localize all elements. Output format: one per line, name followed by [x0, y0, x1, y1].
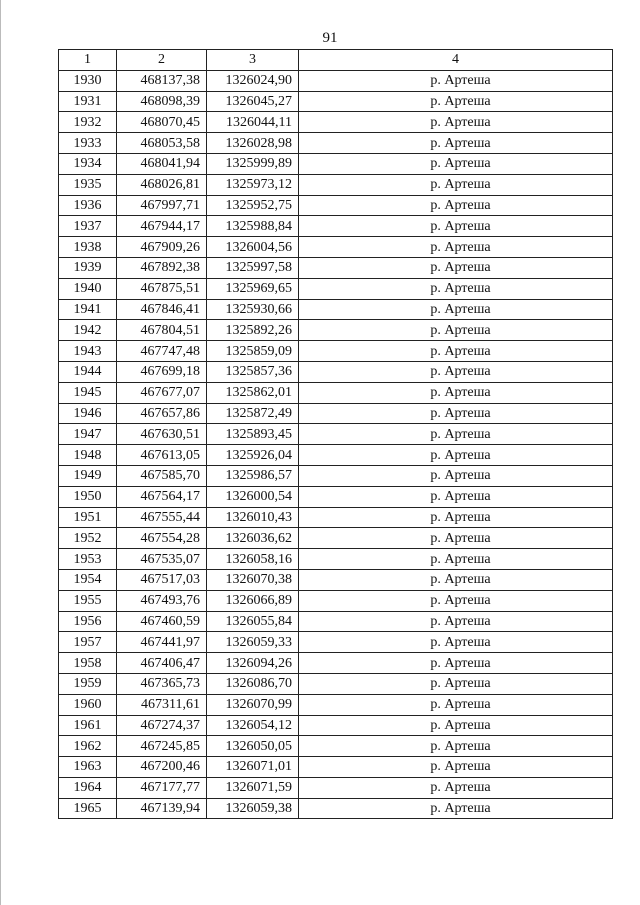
x-coordinate-cell: 467657,86 [117, 403, 207, 424]
table-row [59, 465, 613, 486]
location-cell: р. Артеша [299, 549, 613, 570]
y-coordinate-cell: 1325857,36 [207, 361, 299, 382]
table-row [59, 777, 613, 798]
point-number-cell: 1948 [59, 445, 117, 466]
table-row [59, 216, 613, 237]
x-coordinate-cell: 468098,39 [117, 91, 207, 112]
table-row [59, 549, 613, 570]
x-coordinate-cell: 467555,44 [117, 507, 207, 528]
point-number-cell: 1960 [59, 694, 117, 715]
y-coordinate-cell: 1326050,05 [207, 736, 299, 757]
location-cell: р. Артеша [299, 694, 613, 715]
y-coordinate-cell: 1326054,12 [207, 715, 299, 736]
location-cell: р. Артеша [299, 757, 613, 778]
y-coordinate-cell: 1326070,38 [207, 569, 299, 590]
location-cell: р. Артеша [299, 153, 613, 174]
y-coordinate-cell: 1325926,04 [207, 445, 299, 466]
location-cell: р. Артеша [299, 70, 613, 91]
x-coordinate-cell: 467406,47 [117, 653, 207, 674]
point-number-cell: 1945 [59, 382, 117, 403]
y-coordinate-cell: 1325986,57 [207, 465, 299, 486]
y-coordinate-cell: 1326010,43 [207, 507, 299, 528]
x-coordinate-cell: 467613,05 [117, 445, 207, 466]
location-cell: р. Артеша [299, 445, 613, 466]
y-coordinate-cell: 1326036,62 [207, 528, 299, 549]
location-cell: р. Артеша [299, 112, 613, 133]
location-cell: р. Артеша [299, 320, 613, 341]
location-cell: р. Артеша [299, 424, 613, 445]
y-coordinate-cell: 1325893,45 [207, 424, 299, 445]
table-row [59, 299, 613, 320]
x-coordinate-cell: 467493,76 [117, 590, 207, 611]
location-cell: р. Артеша [299, 590, 613, 611]
y-coordinate-cell: 1325973,12 [207, 174, 299, 195]
table-row [59, 757, 613, 778]
x-coordinate-cell: 467944,17 [117, 216, 207, 237]
x-coordinate-cell: 467245,85 [117, 736, 207, 757]
table-row [59, 528, 613, 549]
x-coordinate-cell: 467846,41 [117, 299, 207, 320]
table-row [59, 403, 613, 424]
x-coordinate-cell: 467441,97 [117, 632, 207, 653]
table-row [59, 486, 613, 507]
x-coordinate-cell: 467200,46 [117, 757, 207, 778]
y-coordinate-cell: 1326000,54 [207, 486, 299, 507]
point-number-cell: 1959 [59, 673, 117, 694]
x-coordinate-cell: 467677,07 [117, 382, 207, 403]
y-coordinate-cell: 1326028,98 [207, 133, 299, 154]
location-cell: р. Артеша [299, 798, 613, 819]
table-row [59, 673, 613, 694]
x-coordinate-cell: 467804,51 [117, 320, 207, 341]
x-coordinate-cell: 467699,18 [117, 361, 207, 382]
x-coordinate-cell: 467564,17 [117, 486, 207, 507]
location-cell: р. Артеша [299, 465, 613, 486]
x-coordinate-cell: 467517,03 [117, 569, 207, 590]
table-row [59, 382, 613, 403]
point-number-cell: 1954 [59, 569, 117, 590]
y-coordinate-cell: 1326055,84 [207, 611, 299, 632]
table-row [59, 798, 613, 819]
location-cell: р. Артеша [299, 777, 613, 798]
point-number-cell: 1941 [59, 299, 117, 320]
y-coordinate-cell: 1325952,75 [207, 195, 299, 216]
x-coordinate-cell: 467892,38 [117, 257, 207, 278]
y-coordinate-cell: 1326004,56 [207, 237, 299, 258]
point-number-cell: 1955 [59, 590, 117, 611]
point-number-cell: 1934 [59, 153, 117, 174]
point-number-cell: 1938 [59, 237, 117, 258]
y-coordinate-cell: 1325892,26 [207, 320, 299, 341]
point-number-cell: 1949 [59, 465, 117, 486]
y-coordinate-cell: 1326059,38 [207, 798, 299, 819]
table-row [59, 70, 613, 91]
x-coordinate-cell: 468041,94 [117, 153, 207, 174]
y-coordinate-cell: 1325999,89 [207, 153, 299, 174]
y-coordinate-cell: 1325872,49 [207, 403, 299, 424]
y-coordinate-cell: 1326058,16 [207, 549, 299, 570]
point-number-cell: 1956 [59, 611, 117, 632]
location-cell: р. Артеша [299, 257, 613, 278]
table-body [59, 70, 613, 819]
point-number-cell: 1930 [59, 70, 117, 91]
point-number-cell: 1958 [59, 653, 117, 674]
location-cell: р. Артеша [299, 361, 613, 382]
x-coordinate-cell: 467311,61 [117, 694, 207, 715]
point-number-cell: 1937 [59, 216, 117, 237]
y-coordinate-cell: 1326045,27 [207, 91, 299, 112]
table-row [59, 195, 613, 216]
table-row [59, 694, 613, 715]
point-number-cell: 1953 [59, 549, 117, 570]
x-coordinate-cell: 468070,45 [117, 112, 207, 133]
table-row [59, 445, 613, 466]
x-coordinate-cell: 467365,73 [117, 673, 207, 694]
table-row [59, 112, 613, 133]
point-number-cell: 1951 [59, 507, 117, 528]
point-number-cell: 1944 [59, 361, 117, 382]
table-header-row [59, 50, 613, 71]
location-cell: р. Артеша [299, 195, 613, 216]
location-cell: р. Артеша [299, 174, 613, 195]
point-number-cell: 1950 [59, 486, 117, 507]
page-edge-line [0, 0, 5, 905]
point-number-cell: 1932 [59, 112, 117, 133]
table-row [59, 91, 613, 112]
point-number-cell: 1940 [59, 278, 117, 299]
x-coordinate-cell: 467460,59 [117, 611, 207, 632]
table-row [59, 715, 613, 736]
point-number-cell: 1939 [59, 257, 117, 278]
table-row [59, 278, 613, 299]
location-cell: р. Артеша [299, 632, 613, 653]
y-coordinate-cell: 1325859,09 [207, 341, 299, 362]
x-coordinate-cell: 467630,51 [117, 424, 207, 445]
point-number-cell: 1961 [59, 715, 117, 736]
x-coordinate-cell: 467997,71 [117, 195, 207, 216]
table-row [59, 590, 613, 611]
x-coordinate-cell: 468026,81 [117, 174, 207, 195]
location-cell: р. Артеша [299, 216, 613, 237]
point-number-cell: 1942 [59, 320, 117, 341]
x-coordinate-cell: 467274,37 [117, 715, 207, 736]
x-coordinate-cell: 467875,51 [117, 278, 207, 299]
location-cell: р. Артеша [299, 486, 613, 507]
table-row [59, 361, 613, 382]
page-number: 91 [322, 30, 338, 46]
x-coordinate-cell: 467747,48 [117, 341, 207, 362]
location-cell: р. Артеша [299, 715, 613, 736]
table-row [59, 611, 613, 632]
x-coordinate-cell: 467139,94 [117, 798, 207, 819]
location-cell: р. Артеша [299, 278, 613, 299]
coordinates-table [58, 49, 613, 819]
point-number-cell: 1946 [59, 403, 117, 424]
point-number-cell: 1965 [59, 798, 117, 819]
y-coordinate-cell: 1326086,70 [207, 673, 299, 694]
table-row [59, 320, 613, 341]
location-cell: р. Артеша [299, 341, 613, 362]
point-number-cell: 1947 [59, 424, 117, 445]
location-cell: р. Артеша [299, 736, 613, 757]
point-number-cell: 1933 [59, 133, 117, 154]
location-cell: р. Артеша [299, 91, 613, 112]
table-row [59, 153, 613, 174]
location-cell: р. Артеша [299, 133, 613, 154]
location-cell: р. Артеша [299, 299, 613, 320]
y-coordinate-cell: 1326044,11 [207, 112, 299, 133]
table-row [59, 632, 613, 653]
point-number-cell: 1943 [59, 341, 117, 362]
x-coordinate-cell: 467585,70 [117, 465, 207, 486]
x-coordinate-cell: 467177,77 [117, 777, 207, 798]
x-coordinate-cell: 467554,28 [117, 528, 207, 549]
point-number-cell: 1936 [59, 195, 117, 216]
y-coordinate-cell: 1326071,59 [207, 777, 299, 798]
y-coordinate-cell: 1326059,33 [207, 632, 299, 653]
location-cell: р. Артеша [299, 528, 613, 549]
point-number-cell: 1935 [59, 174, 117, 195]
table-row [59, 424, 613, 445]
table-row [59, 133, 613, 154]
table-row [59, 569, 613, 590]
point-number-cell: 1931 [59, 91, 117, 112]
table-row [59, 653, 613, 674]
y-coordinate-cell: 1326094,26 [207, 653, 299, 674]
point-number-cell: 1962 [59, 736, 117, 757]
y-coordinate-cell: 1326024,90 [207, 70, 299, 91]
x-coordinate-cell: 467909,26 [117, 237, 207, 258]
table-row [59, 174, 613, 195]
table-row [59, 257, 613, 278]
y-coordinate-cell: 1325988,84 [207, 216, 299, 237]
table-row [59, 736, 613, 757]
header-cell-2: 2 [117, 50, 207, 71]
header-cell-1: 1 [59, 50, 117, 71]
location-cell: р. Артеша [299, 569, 613, 590]
location-cell: р. Артеша [299, 611, 613, 632]
x-coordinate-cell: 467535,07 [117, 549, 207, 570]
location-cell: р. Артеша [299, 673, 613, 694]
table-row [59, 237, 613, 258]
location-cell: р. Артеша [299, 237, 613, 258]
location-cell: р. Артеша [299, 653, 613, 674]
location-cell: р. Артеша [299, 507, 613, 528]
table-row [59, 507, 613, 528]
y-coordinate-cell: 1326070,99 [207, 694, 299, 715]
y-coordinate-cell: 1325862,01 [207, 382, 299, 403]
location-cell: р. Артеша [299, 403, 613, 424]
location-cell: р. Артеша [299, 382, 613, 403]
header-cell-3: 3 [207, 50, 299, 71]
point-number-cell: 1952 [59, 528, 117, 549]
x-coordinate-cell: 468053,58 [117, 133, 207, 154]
point-number-cell: 1957 [59, 632, 117, 653]
header-cell-4: 4 [299, 50, 613, 71]
y-coordinate-cell: 1325930,66 [207, 299, 299, 320]
x-coordinate-cell: 468137,38 [117, 70, 207, 91]
y-coordinate-cell: 1326071,01 [207, 757, 299, 778]
y-coordinate-cell: 1325969,65 [207, 278, 299, 299]
point-number-cell: 1963 [59, 757, 117, 778]
point-number-cell: 1964 [59, 777, 117, 798]
y-coordinate-cell: 1326066,89 [207, 590, 299, 611]
y-coordinate-cell: 1325997,58 [207, 257, 299, 278]
table-row [59, 341, 613, 362]
